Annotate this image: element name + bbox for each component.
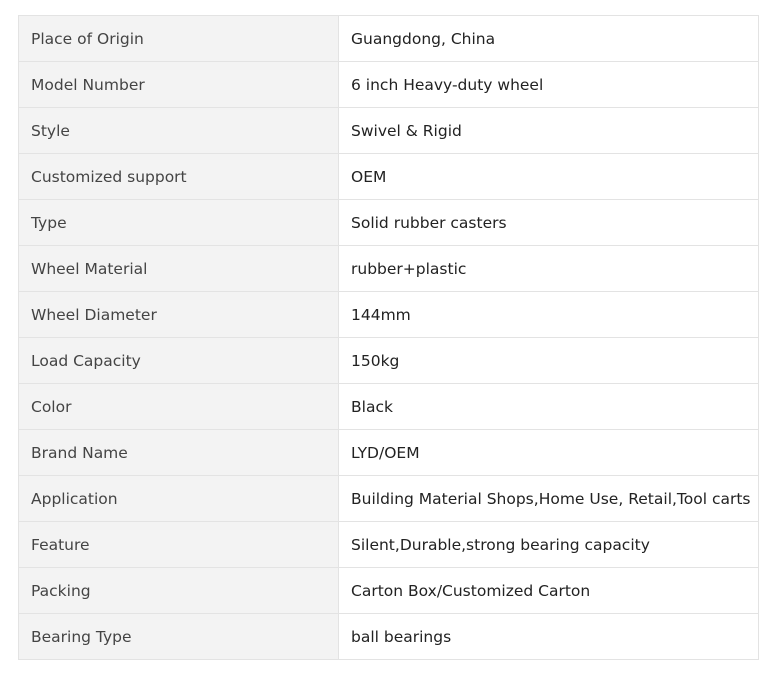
spec-label: Brand Name [19, 430, 339, 476]
spec-value: ball bearings [339, 614, 759, 660]
spec-value: Carton Box/Customized Carton [339, 568, 759, 614]
table-row [19, 246, 759, 292]
spec-value: Guangdong, China [339, 16, 759, 62]
spec-label: Color [19, 384, 339, 430]
spec-label: Wheel Material [19, 246, 339, 292]
spec-label: Application [19, 476, 339, 522]
table-row [19, 614, 759, 660]
spec-label: Customized support [19, 154, 339, 200]
table-row [19, 568, 759, 614]
table-row [19, 292, 759, 338]
table-row [19, 62, 759, 108]
spec-label: Type [19, 200, 339, 246]
spec-label: Place of Origin [19, 16, 339, 62]
spec-value: 144mm [339, 292, 759, 338]
table-row [19, 338, 759, 384]
spec-label: Model Number [19, 62, 339, 108]
table-row [19, 430, 759, 476]
spec-label: Load Capacity [19, 338, 339, 384]
spec-value: Solid rubber casters [339, 200, 759, 246]
table-row [19, 200, 759, 246]
spec-value: Swivel & Rigid [339, 108, 759, 154]
table-row [19, 522, 759, 568]
spec-value: rubber+plastic [339, 246, 759, 292]
spec-value: 150kg [339, 338, 759, 384]
spec-value: 6 inch Heavy-duty wheel [339, 62, 759, 108]
spec-label: Style [19, 108, 339, 154]
spec-value: LYD/OEM [339, 430, 759, 476]
spec-table [18, 15, 759, 660]
spec-label: Packing [19, 568, 339, 614]
table-row [19, 16, 759, 62]
spec-value: Silent,Durable,strong bearing capacity [339, 522, 759, 568]
table-row [19, 476, 759, 522]
table-row [19, 154, 759, 200]
spec-label: Bearing Type [19, 614, 339, 660]
spec-value: OEM [339, 154, 759, 200]
spec-value: Building Material Shops,Home Use, Retail,Tool carts [339, 476, 759, 522]
spec-value: Black [339, 384, 759, 430]
spec-label: Feature [19, 522, 339, 568]
table-row [19, 384, 759, 430]
table-row [19, 108, 759, 154]
spec-label: Wheel Diameter [19, 292, 339, 338]
